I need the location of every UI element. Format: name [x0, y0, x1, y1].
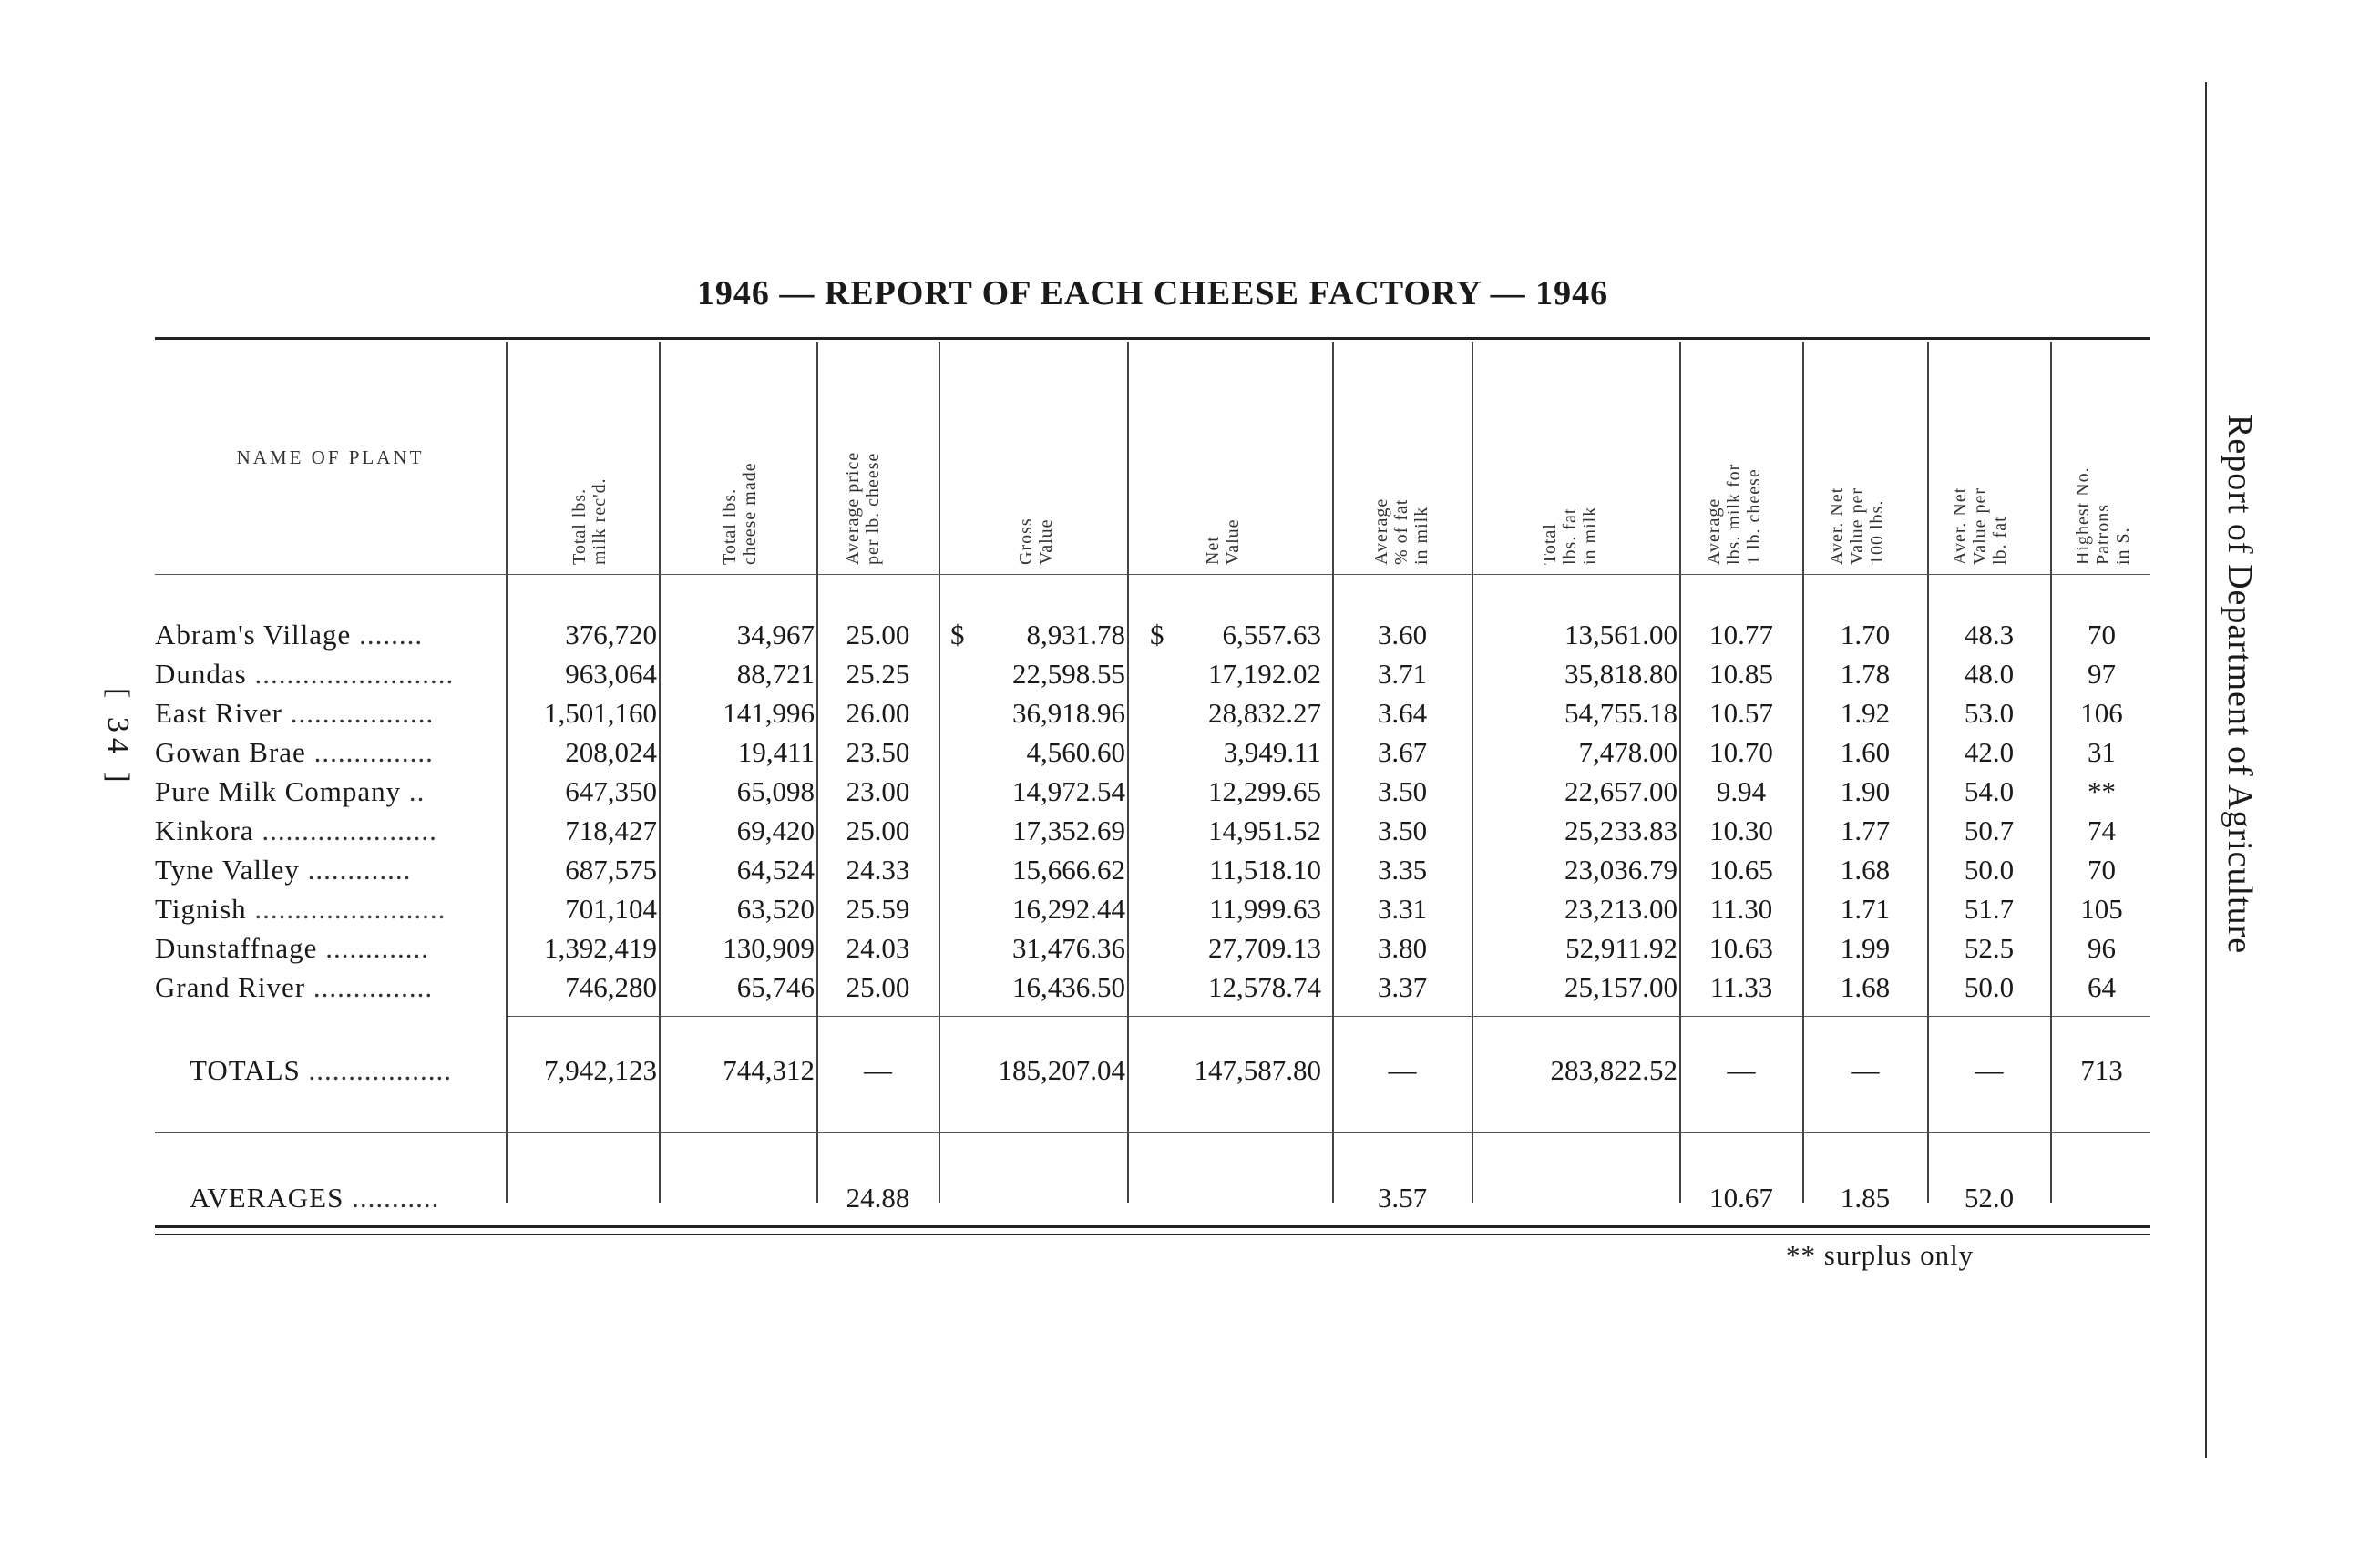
- totals-net-per-100: —: [1851, 1054, 1880, 1086]
- cell-price: 25.59: [846, 893, 910, 925]
- cell-net-per-fat: 48.3: [1964, 619, 2015, 651]
- cell-patrons: 105: [2080, 893, 2123, 925]
- page-title: 1946 — REPORT OF EACH CHEESE FACTORY — 1946: [696, 274, 1609, 312]
- header-name-of-plant: NAME OF PLANT: [236, 446, 425, 468]
- cell-price: 25.00: [846, 971, 910, 1003]
- table-row: [0, 772, 2380, 811]
- cell-fat-total: 25,233.83: [1564, 814, 1677, 846]
- averages-bottom-rule-2: [155, 1234, 2150, 1235]
- cell-fat-pct: 3.50: [1377, 814, 1428, 846]
- totals-gross: 185,207.04: [998, 1054, 1125, 1086]
- averages-top-rule: [155, 1132, 2150, 1133]
- table-row: [0, 733, 2380, 772]
- header-bottom-rule: [155, 574, 2150, 575]
- cell-cheese: 65,746: [736, 971, 815, 1003]
- cell-price: 23.00: [846, 775, 910, 807]
- cell-cheese: 19,411: [737, 736, 815, 768]
- plant-name: Kinkora ......................: [155, 814, 437, 846]
- cell-cheese: 130,909: [723, 932, 815, 964]
- totals-cheese: 744,312: [723, 1054, 815, 1086]
- cell-patrons: **: [2088, 775, 2116, 807]
- cell-cheese: 34,967: [736, 619, 815, 651]
- cell-patrons: 97: [2088, 658, 2116, 690]
- cell-net: 6,557.63: [1222, 619, 1321, 651]
- cell-cheese: 141,996: [723, 697, 815, 729]
- cell-gross: 15,666.62: [1012, 854, 1125, 886]
- cell-fat-pct: 3.71: [1377, 658, 1428, 690]
- cell-net-per-fat: 50.0: [1964, 971, 2015, 1003]
- averages-price: 24.88: [846, 1182, 910, 1214]
- cell-cheese: 65,098: [736, 775, 815, 807]
- cell-net-per-fat: 52.5: [1964, 932, 2015, 964]
- totals-top-rule: [506, 1016, 2150, 1017]
- cell-net: 14,951.52: [1208, 814, 1321, 846]
- cell-fat-pct: 3.80: [1377, 932, 1428, 964]
- cell-fat-pct: 3.35: [1377, 854, 1428, 886]
- cell-milk-per-cheese: 11.30: [1709, 893, 1773, 925]
- header-patrons: Highest No. Patrons in S.: [2073, 466, 2133, 565]
- plant-name: Dundas .........................: [155, 658, 455, 690]
- cell-patrons: 106: [2080, 697, 2123, 729]
- cell-net-per-100: 1.77: [1840, 814, 1891, 846]
- totals-milk-per-cheese: —: [1727, 1054, 1756, 1086]
- cell-milk-per-cheese: 10.85: [1709, 658, 1773, 690]
- cell-fat-pct: 3.64: [1377, 697, 1428, 729]
- header-cheese: Total lbs. cheese made: [720, 462, 760, 565]
- cell-fat-total: 25,157.00: [1564, 971, 1677, 1003]
- averages-net-per-fat: 52.0: [1964, 1182, 2015, 1214]
- cell-patrons: 96: [2088, 932, 2116, 964]
- cell-net-per-100: 1.70: [1840, 619, 1891, 651]
- cell-fat-pct: 3.60: [1377, 619, 1428, 651]
- totals-net-per-fat: —: [1975, 1054, 2004, 1086]
- cell-cheese: 88,721: [736, 658, 815, 690]
- totals-row: [0, 1050, 2380, 1090]
- cell-fat-total: 22,657.00: [1564, 775, 1677, 807]
- averages-bottom-rule-1: [155, 1225, 2150, 1228]
- cell-milk: 647,350: [565, 775, 657, 807]
- footnote: ** surplus only: [1786, 1239, 1975, 1271]
- cell-milk: 1,392,419: [544, 932, 657, 964]
- cell-gross: 22,598.55: [1012, 658, 1125, 690]
- cell-gross: 36,918.96: [1012, 697, 1125, 729]
- cell-milk: 963,064: [565, 658, 657, 690]
- cell-fat-pct: 3.37: [1377, 971, 1428, 1003]
- top-rule: [155, 337, 2150, 340]
- cell-patrons: 74: [2088, 814, 2116, 846]
- cell-net: 27,709.13: [1208, 932, 1321, 964]
- cell-cheese: 63,520: [736, 893, 815, 925]
- cell-net: 28,832.27: [1208, 697, 1321, 729]
- cell-net-per-fat: 50.7: [1964, 814, 2015, 846]
- cell-gross: 14,972.54: [1012, 775, 1125, 807]
- averages-milk-per-cheese: 10.67: [1709, 1182, 1773, 1214]
- cell-milk: 701,104: [565, 893, 657, 925]
- plant-name: Pure Milk Company ..: [155, 775, 426, 807]
- totals-milk: 7,942,123: [544, 1054, 657, 1086]
- cell-fat-total: 7,478.00: [1578, 736, 1677, 768]
- cell-fat-pct: 3.31: [1377, 893, 1428, 925]
- table-row: [0, 889, 2380, 928]
- cell-patrons: 31: [2088, 736, 2116, 768]
- averages-row: [0, 1178, 2380, 1217]
- header-gross: Gross Value: [1016, 517, 1056, 565]
- plant-name: Grand River ...............: [155, 971, 434, 1003]
- cell-net-per-fat: 50.0: [1964, 854, 2015, 886]
- cell-patrons: 70: [2088, 854, 2116, 886]
- cell-gross: 16,436.50: [1012, 971, 1125, 1003]
- averages-fat-pct: 3.57: [1377, 1182, 1428, 1214]
- cell-gross: 16,292.44: [1012, 893, 1125, 925]
- cell-fat-total: 13,561.00: [1564, 619, 1677, 651]
- cell-milk-per-cheese: 10.63: [1709, 932, 1773, 964]
- averages-net-per-100: 1.85: [1840, 1182, 1891, 1214]
- cell-milk-per-cheese: 10.57: [1709, 697, 1773, 729]
- table-row: [0, 928, 2380, 968]
- cell-net-per-fat: 42.0: [1964, 736, 2015, 768]
- header-price: Average price per lb. cheese: [843, 451, 883, 565]
- cell-net: 12,578.74: [1208, 971, 1321, 1003]
- cell-milk: 687,575: [565, 854, 657, 886]
- table-row: [0, 811, 2380, 850]
- cell-net-per-100: 1.71: [1840, 893, 1891, 925]
- cell-net-per-100: 1.99: [1840, 932, 1891, 964]
- dollar-sign: $: [950, 619, 965, 651]
- totals-fat-total: 283,822.52: [1550, 1054, 1677, 1086]
- plant-name: Abram's Village ........: [155, 619, 424, 651]
- cell-milk-per-cheese: 10.77: [1709, 619, 1773, 651]
- header-net-per-100: Aver. Net Value per 100 lbs.: [1827, 487, 1887, 565]
- cell-net-per-100: 1.90: [1840, 775, 1891, 807]
- header-net: Net Value: [1203, 518, 1243, 565]
- header-milk-per-cheese: Average lbs. milk for 1 lb. cheese: [1704, 463, 1764, 565]
- header-fat-total: Total lbs. fat in milk: [1540, 506, 1600, 565]
- cell-milk-per-cheese: 11.33: [1709, 971, 1773, 1003]
- totals-label: TOTALS ..................: [190, 1054, 453, 1086]
- cell-price: 24.33: [846, 854, 910, 886]
- cell-gross: 8,931.78: [1026, 619, 1125, 651]
- cell-gross: 17,352.69: [1012, 814, 1125, 846]
- dollar-sign: $: [1150, 619, 1164, 651]
- running-title: Report of Department of Agriculture: [2221, 415, 2259, 955]
- cell-net-per-100: 1.68: [1840, 854, 1891, 886]
- cell-price: 25.25: [846, 658, 910, 690]
- cell-net-per-fat: 53.0: [1964, 697, 2015, 729]
- totals-price: —: [864, 1054, 892, 1086]
- cell-net-per-100: 1.60: [1840, 736, 1891, 768]
- plant-name: Dunstaffnage .............: [155, 932, 429, 964]
- cell-gross: 4,560.60: [1026, 736, 1125, 768]
- averages-label: AVERAGES ...........: [190, 1182, 440, 1214]
- cell-milk-per-cheese: 10.70: [1709, 736, 1773, 768]
- table-row: [0, 968, 2380, 1007]
- cell-fat-total: 54,755.18: [1564, 697, 1677, 729]
- cell-milk-per-cheese: 9.94: [1716, 775, 1767, 807]
- cell-fat-total: 35,818.80: [1564, 658, 1677, 690]
- cell-patrons: 70: [2088, 619, 2116, 651]
- totals-patrons: 713: [2080, 1054, 2123, 1086]
- cell-net-per-100: 1.92: [1840, 697, 1891, 729]
- totals-net: 147,587.80: [1194, 1054, 1321, 1086]
- cell-milk: 718,427: [565, 814, 657, 846]
- cell-fat-pct: 3.50: [1377, 775, 1428, 807]
- cell-milk-per-cheese: 10.65: [1709, 854, 1773, 886]
- cell-milk: 1,501,160: [544, 697, 657, 729]
- cell-price: 25.00: [846, 814, 910, 846]
- cell-net: 11,518.10: [1209, 854, 1321, 886]
- cell-net: 11,999.63: [1209, 893, 1321, 925]
- cell-milk: 208,024: [565, 736, 657, 768]
- plant-name: Tignish ........................: [155, 893, 446, 925]
- cell-net-per-100: 1.78: [1840, 658, 1891, 690]
- plant-name: Gowan Brae ...............: [155, 736, 434, 768]
- totals-fat-pct: —: [1388, 1054, 1417, 1086]
- cell-price: 23.50: [846, 736, 910, 768]
- cell-milk: 746,280: [565, 971, 657, 1003]
- cell-gross: 31,476.36: [1012, 932, 1125, 964]
- cell-fat-total: 23,036.79: [1564, 854, 1677, 886]
- cell-cheese: 64,524: [736, 854, 815, 886]
- header-fat-pct: Average % of fat in milk: [1371, 497, 1431, 565]
- plant-name: East River ..................: [155, 697, 435, 729]
- cell-net: 12,299.65: [1208, 775, 1321, 807]
- table-row: [0, 654, 2380, 693]
- cell-fat-total: 52,911.92: [1565, 932, 1677, 964]
- cell-patrons: 64: [2088, 971, 2116, 1003]
- page-number: [ 34 ]: [101, 688, 135, 788]
- plant-name: Tyne Valley .............: [155, 854, 412, 886]
- cell-price: 26.00: [846, 697, 910, 729]
- cell-net: 17,192.02: [1208, 658, 1321, 690]
- cell-fat-total: 23,213.00: [1564, 893, 1677, 925]
- cell-net-per-fat: 51.7: [1964, 893, 2015, 925]
- header-net-per-fat: Aver. Net Value per lb. fat: [1950, 487, 2010, 565]
- table-row: [0, 693, 2380, 733]
- cell-net-per-fat: 54.0: [1964, 775, 2015, 807]
- cell-net-per-fat: 48.0: [1964, 658, 2015, 690]
- cell-milk-per-cheese: 10.30: [1709, 814, 1773, 846]
- cell-net-per-100: 1.68: [1840, 971, 1891, 1003]
- right-margin-rule: [2205, 82, 2207, 1458]
- cell-fat-pct: 3.67: [1377, 736, 1428, 768]
- cell-cheese: 69,420: [736, 814, 815, 846]
- header-milk: Total lbs. milk rec'd.: [569, 477, 610, 565]
- cell-net: 3,949.11: [1223, 736, 1321, 768]
- cell-price: 24.03: [846, 932, 910, 964]
- cell-milk: 376,720: [565, 619, 657, 651]
- table-row: [0, 850, 2380, 889]
- cell-price: 25.00: [846, 619, 910, 651]
- table-row: [0, 615, 2380, 654]
